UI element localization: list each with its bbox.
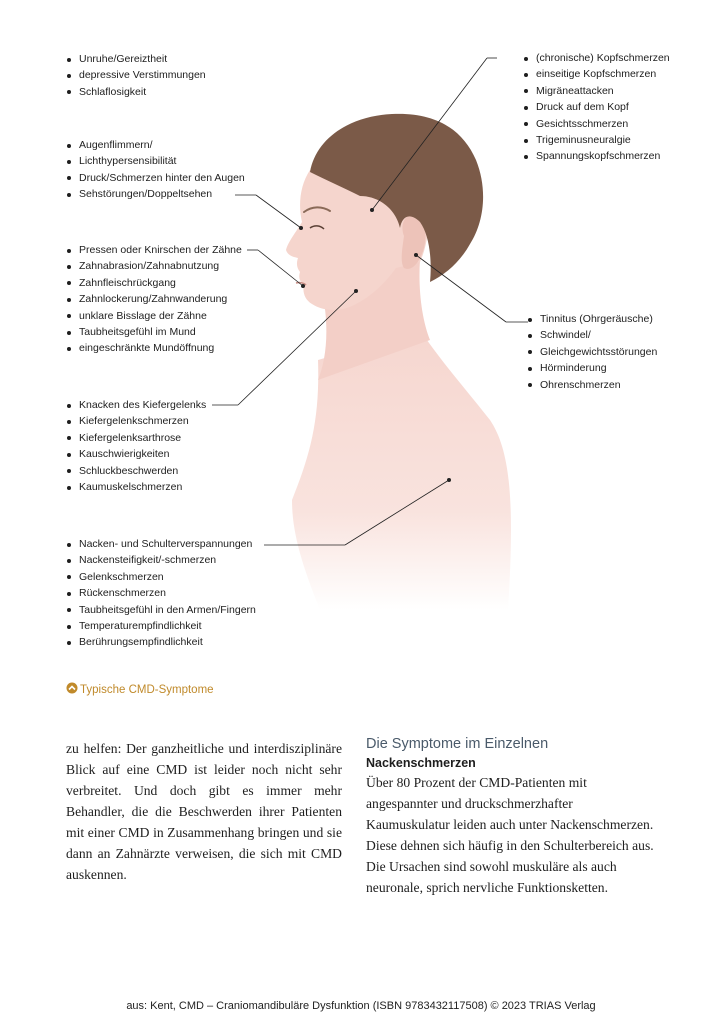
symptom-item: Taubheitsgefühl in den Armen/Fingern [66,602,256,618]
right-column [366,734,656,898]
symptom-item: Druck/Schmerzen hinter den Augen [66,170,245,186]
symptom-item: Druck auf dem Kopf [523,99,670,115]
footer-citation: aus: Kent, CMD – Craniomandibuläre Dysfunktion (ISBN 9783432117508) © 2023 TRIAS Verlag [126,1000,596,1012]
symptom-item: Hörminderung [527,360,657,376]
symptom-item: Kiefergelenksarthrose [66,430,206,446]
symptom-item: Nacken- und Schulterverspannungen [66,536,256,552]
symptom-item: Schwindel/ [527,327,657,343]
symptom-item: Pressen oder Knirschen der Zähne [66,242,242,258]
list-neck [66,536,256,651]
symptom-item: Schluckbeschwerden [66,463,206,479]
list-head [523,50,670,165]
caption-text: Typische CMD-Symptome [80,684,214,696]
list-teeth [66,242,242,357]
symptom-item: Gleichgewichtsstörungen [527,344,657,360]
symptom-item: Trigeminusneuralgie [523,132,670,148]
symptom-item: Lichthypersensibilität [66,153,245,169]
symptom-item: Kiefergelenkschmerzen [66,413,206,429]
symptom-item: Kaumuskelschmerzen [66,479,206,495]
symptom-item: Migräneattacken [523,83,670,99]
list-jaw [66,397,206,495]
symptom-item: depressive Verstimmungen [66,67,206,83]
symptom-item: Zahnfleischrückgang [66,275,242,291]
symptom-item: Gelenkschmerzen [66,569,256,585]
symptom-item: einseitige Kopfschmerzen [523,66,670,82]
chevron-up-icon [66,682,78,694]
symptom-item: Spannungskopfschmerzen [523,148,670,164]
right-paragraph: Über 80 Prozent der CMD-Patienten mit angespannter und druckschmerzhafter Kaumuskulatur leiden auch unter Nackenschmerzen. Diese dehnen sich häufig in den Schulterbereich aus. Die Ursachen sind sowohl muskuläre als auch neuronale, sprich nervliche Funktionsketten. [366,775,654,895]
symptom-item: Zahnabrasion/Zahnabnutzung [66,258,242,274]
symptom-item: Gesichtsschmerzen [523,116,670,132]
symptom-item: unklare Bisslage der Zähne [66,308,242,324]
symptom-item: Augenflimmern/ [66,137,245,153]
list-ear [527,311,657,393]
symptom-item: (chronische) Kopfschmerzen [523,50,670,66]
symptom-item: Zahnlockerung/Zahnwanderung [66,291,242,307]
subsection-title: Nackenschmerzen [366,756,476,770]
symptom-item: Ohrenschmerzen [527,377,657,393]
symptom-item: Rückenschmerzen [66,585,256,601]
figure-caption [66,682,214,696]
list-eyes [66,137,245,203]
symptom-item: Schlaflosigkeit [66,84,206,100]
symptom-item: Kauschwierigkeiten [66,446,206,462]
symptom-item: Berührungsempfindlichkeit [66,634,256,650]
symptom-item: Taubheitsgefühl im Mund [66,324,242,340]
symptom-item: Unruhe/Gereiztheit [66,51,206,67]
symptom-item: Nackensteifigkeit/-schmerzen [66,552,256,568]
list-mood [66,51,206,100]
symptom-item: Knacken des Kiefergelenks [66,397,206,413]
section-title: Die Symptome im Einzelnen [366,736,549,752]
symptom-item: eingeschränkte Mundöffnung [66,340,242,356]
symptom-item: Sehstörungen/Doppeltsehen [66,186,245,202]
left-paragraph: zu helfen: Der ganzheitliche und interdisziplinäre Blick auf eine CMD ist leider noch nicht sehr verbreitet. Und doch gibt es immer mehr Behandler, die die Beschwerden ihrer Patienten mit einer CMD in Zusammenhang bringen und sie dann an Zahnärzte verweisen, die sich mit CMD auskennen. [66,741,342,882]
symptom-item: Tinnitus (Ohrgeräusche) [527,311,657,327]
symptom-item: Temperaturempfindlichkeit [66,618,256,634]
